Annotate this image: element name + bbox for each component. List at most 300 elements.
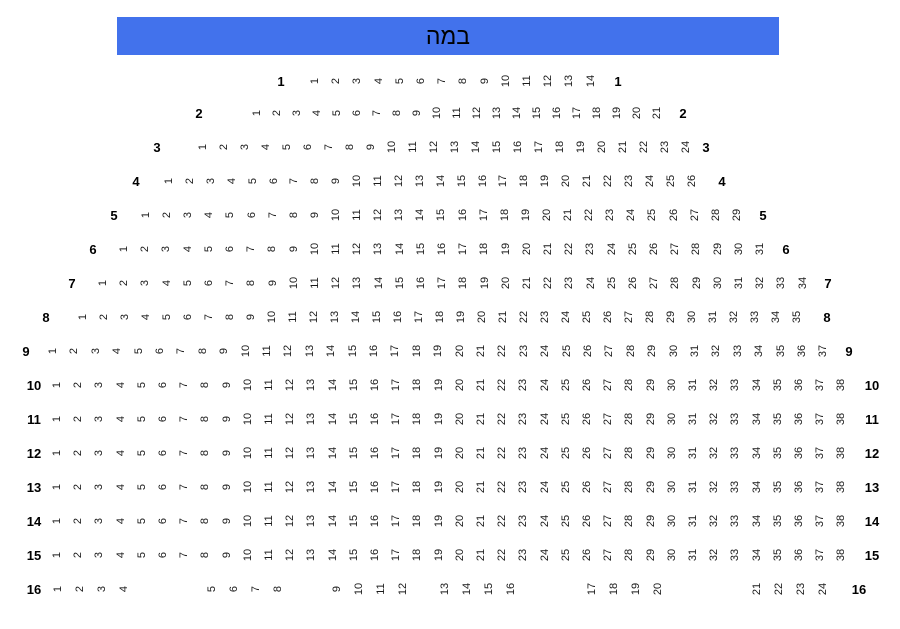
seat-number: 21	[616, 140, 629, 154]
seat-number: 11	[520, 75, 533, 87]
seat-number: 20	[453, 378, 466, 392]
seat-number: 15	[347, 378, 360, 392]
row-label-left: 5	[110, 207, 118, 223]
seat-number: 17	[570, 106, 583, 120]
seat-number: 14	[326, 378, 339, 392]
row-label-left: 10	[26, 377, 42, 393]
seat-number: 23	[517, 344, 530, 358]
seat-number: 22	[495, 548, 508, 562]
seat-number: 3	[92, 449, 105, 457]
seat-number: 2	[71, 517, 84, 525]
seat-number: 8	[223, 313, 236, 321]
seat-number: 30	[665, 412, 678, 426]
seat-number: 29	[711, 242, 724, 256]
seat-number: 12	[329, 276, 342, 290]
seat-number: 9	[329, 177, 342, 185]
seat-number: 4	[225, 177, 238, 185]
seat-number: 14	[469, 140, 482, 154]
seat-number: 19	[432, 548, 445, 562]
seat-number: 6	[156, 483, 169, 491]
seat-number: 14	[324, 344, 337, 358]
seat-number: 1	[46, 347, 59, 355]
seat-number: 15	[347, 548, 360, 562]
seat-number: 13	[304, 378, 317, 392]
seat-number: 2	[71, 415, 84, 423]
seat-number: 6	[156, 381, 169, 389]
seat-number: 8	[271, 585, 284, 593]
seat-number: 6	[414, 77, 427, 85]
seat-number: 12	[283, 548, 296, 562]
seat-number: 26	[685, 174, 697, 188]
seat-number: 25	[645, 208, 658, 222]
seat-number: 19	[519, 208, 532, 222]
seat-number: 13	[304, 480, 317, 494]
seat-number: 19	[574, 140, 587, 154]
seat-number: 19	[610, 106, 623, 120]
seat-number: 33	[728, 480, 741, 494]
seat-number: 12	[427, 140, 440, 154]
seat-number: 17	[585, 582, 598, 596]
seat-number: 19	[432, 378, 445, 392]
seat-number: 12	[470, 106, 483, 120]
seat-number: 23	[516, 446, 529, 460]
seat-number: 20	[520, 242, 533, 256]
seat-number: 28	[622, 412, 635, 426]
seat-number: 2	[138, 245, 151, 253]
seat-number: 32	[707, 480, 720, 494]
seat-number: 19	[499, 242, 512, 256]
seat-number: 23	[516, 480, 529, 494]
seat-number: 16	[368, 446, 381, 460]
seat-number: 22	[541, 276, 554, 290]
seat-number: 1	[51, 585, 64, 593]
seat-number: 5	[246, 177, 259, 185]
seat-number: 18	[410, 514, 423, 528]
seat-number: 26	[647, 242, 660, 256]
seat-number: 1	[50, 381, 63, 389]
seat-number: 24	[643, 174, 656, 188]
seat-number: 24	[538, 480, 551, 494]
seat-number: 17	[389, 378, 402, 392]
seat-number: 31	[706, 310, 719, 324]
seat-number: 1	[50, 551, 63, 559]
seat-number: 18	[410, 446, 423, 460]
seat-number: 27	[602, 344, 615, 358]
seat-number: 10	[241, 514, 254, 528]
seat-number: 29	[644, 378, 657, 392]
seat-number: 8	[287, 211, 300, 219]
seat-number: 21	[474, 480, 487, 494]
seat-number: 1	[139, 211, 152, 219]
seat-number: 1	[50, 415, 63, 423]
seat-number: 13	[392, 208, 405, 222]
seat-number: 29	[644, 480, 657, 494]
seat-number: 20	[651, 582, 664, 596]
seat-number: 6	[153, 347, 166, 355]
seat-number: 20	[630, 106, 643, 120]
seat-number: 14	[326, 548, 339, 562]
seat-number: 29	[644, 548, 657, 562]
seat-number: 7	[370, 109, 383, 117]
seat-number: 37	[813, 480, 826, 494]
seat-number: 37	[813, 378, 826, 392]
seat-number: 11	[406, 141, 419, 153]
seat-number: 19	[432, 514, 445, 528]
seat-number: 3	[92, 483, 105, 491]
seat-number: 33	[748, 310, 761, 324]
seat-number: 28	[622, 514, 635, 528]
seat-number: 12	[281, 344, 294, 358]
seat-number: 25	[580, 310, 593, 324]
seat-number: 35	[771, 514, 784, 528]
seat-number: 9	[308, 211, 321, 219]
seat-number: 11	[329, 243, 342, 255]
seat-number: 1	[76, 313, 89, 321]
seat-number: 21	[496, 310, 509, 324]
seat-number: 8	[308, 177, 321, 185]
seat-number: 2	[160, 211, 173, 219]
seat-number: 6	[267, 177, 279, 185]
seat-number: 11	[262, 413, 275, 425]
seat-number: 21	[474, 446, 487, 460]
seat-number: 20	[453, 480, 466, 494]
seat-number: 2	[67, 347, 80, 355]
seat-number: 16	[367, 344, 380, 358]
seat-number: 15	[455, 174, 468, 188]
seat-number: 21	[474, 548, 487, 562]
seat-number: 4	[372, 77, 385, 85]
seat-number: 2	[71, 483, 84, 491]
seat-number: 10	[287, 276, 300, 290]
seat-number: 25	[605, 276, 618, 290]
seat-number: 31	[686, 412, 699, 426]
seat-number: 37	[816, 344, 829, 358]
seat-number: 26	[667, 208, 679, 222]
seat-number: 27	[668, 242, 681, 256]
seat-number: 16	[391, 310, 404, 324]
seat-number: 13	[304, 412, 317, 426]
seat-number: 6	[156, 551, 169, 559]
seat-number: 4	[202, 211, 215, 219]
seat-number: 22	[495, 480, 508, 494]
seat-number: 6	[245, 211, 257, 219]
seat-number: 23	[516, 378, 529, 392]
seat-number: 38	[834, 548, 847, 562]
seat-number: 18	[410, 412, 423, 426]
seat-number: 27	[647, 276, 660, 290]
seat-number: 9	[220, 551, 233, 559]
seat-number: 9	[220, 449, 233, 457]
seat-number: 6	[202, 279, 215, 287]
seat-number: 21	[650, 106, 663, 120]
seat-number: 14	[413, 208, 426, 222]
seat-number: 24	[538, 378, 551, 392]
seat-number: 24	[559, 310, 572, 324]
seat-number: 22	[582, 208, 595, 222]
row-label-left: 14	[26, 513, 42, 529]
seat-number: 34	[796, 276, 809, 290]
seat-number: 11	[262, 447, 275, 459]
seat-number: 15	[347, 514, 360, 528]
seat-number: 6	[223, 245, 236, 253]
seat-number: 13	[438, 582, 451, 596]
seat-number: 33	[728, 446, 741, 460]
seat-number: 3	[159, 245, 172, 253]
seat-number: 5	[160, 313, 173, 321]
seat-number: 27	[601, 514, 614, 528]
seat-number: 8	[198, 483, 211, 491]
row-label-left: 3	[153, 139, 161, 155]
seat-number: 16	[368, 412, 381, 426]
seat-number: 4	[114, 551, 127, 559]
seat-number: 12	[307, 310, 320, 324]
seat-number: 29	[730, 208, 743, 222]
seat-number: 38	[834, 514, 847, 528]
seat-number: 11	[260, 345, 273, 357]
seat-number: 28	[668, 276, 681, 290]
seat-number: 8	[244, 279, 257, 287]
row-label-right: 9	[845, 343, 853, 359]
seat-number: 21	[520, 276, 533, 290]
seat-number: 21	[750, 582, 763, 596]
seat-number: 20	[453, 344, 466, 358]
row-label-right: 11	[865, 411, 879, 427]
row-label-right: 14	[864, 513, 880, 529]
seat-number: 14	[510, 106, 523, 120]
row-label-right: 2	[679, 105, 687, 121]
seat-number: 23	[622, 174, 635, 188]
seat-number: 36	[792, 378, 805, 392]
seat-number: 6	[350, 109, 363, 117]
seat-number: 25	[559, 412, 572, 426]
row-label-right: 10	[864, 377, 880, 393]
seat-number: 3	[181, 211, 194, 219]
seat-number: 5	[181, 279, 194, 287]
seat-number: 33	[728, 412, 741, 426]
seat-number: 23	[658, 140, 671, 154]
seat-number: 30	[665, 514, 678, 528]
seat-number: 25	[664, 174, 677, 188]
seat-number: 26	[581, 344, 594, 358]
seat-number: 15	[393, 276, 406, 290]
seat-number: 22	[495, 378, 508, 392]
seat-number: 37	[813, 412, 826, 426]
seat-number: 9	[220, 381, 233, 389]
seat-number: 8	[198, 517, 211, 525]
seat-number: 12	[283, 446, 296, 460]
seat-number: 22	[495, 514, 508, 528]
seat-number: 28	[643, 310, 656, 324]
seat-number: 8	[198, 551, 211, 559]
seat-number: 4	[310, 109, 323, 117]
seat-number: 17	[412, 310, 425, 324]
seat-number: 19	[538, 174, 551, 188]
seat-number: 18	[410, 480, 423, 494]
row-label-left: 13	[26, 479, 42, 495]
seat-number: 7	[322, 143, 335, 151]
seat-number: 13	[304, 446, 317, 460]
seat-number: 31	[688, 344, 701, 358]
seat-number: 31	[686, 446, 699, 460]
seat-number: 3	[290, 109, 303, 117]
seat-number: 18	[517, 174, 530, 188]
seat-number: 10	[499, 74, 512, 88]
seat-number: 35	[771, 446, 784, 460]
seat-number: 7	[177, 449, 190, 457]
seat-number: 25	[560, 344, 573, 358]
seat-number: 32	[707, 378, 720, 392]
stage-banner	[117, 17, 779, 55]
row-label-left: 15	[26, 547, 42, 563]
seat-number: 36	[792, 480, 805, 494]
seat-number: 27	[601, 412, 614, 426]
seat-number: 27	[601, 548, 614, 562]
seat-number: 17	[389, 548, 402, 562]
seat-number: 22	[772, 582, 785, 596]
seat-number: 24	[538, 514, 551, 528]
seat-number: 5	[205, 585, 218, 593]
seat-number: 32	[707, 446, 720, 460]
seat-number: 32	[727, 310, 740, 324]
seat-number: 11	[350, 209, 363, 221]
seat-number: 20	[595, 140, 608, 154]
seat-number: 16	[368, 480, 381, 494]
seat-number: 1	[196, 143, 209, 151]
seat-number: 25	[559, 480, 572, 494]
seat-number: 22	[495, 446, 508, 460]
seat-number: 7	[177, 415, 190, 423]
seat-number: 9	[244, 313, 257, 321]
seat-number: 7	[287, 177, 300, 185]
seat-number: 3	[92, 381, 105, 389]
seat-number: 28	[622, 446, 635, 460]
seat-number: 20	[453, 548, 466, 562]
seat-number: 23	[583, 242, 596, 256]
seat-number: 1	[308, 77, 321, 85]
seat-number: 5	[223, 211, 236, 219]
seat-number: 31	[732, 276, 745, 290]
seat-number: 5	[135, 517, 148, 525]
seat-number: 25	[559, 378, 572, 392]
seat-number: 6	[156, 415, 169, 423]
seat-number: 19	[432, 412, 445, 426]
seat-number: 12	[396, 582, 409, 596]
seat-number: 24	[538, 412, 551, 426]
seat-number: 16	[511, 140, 524, 154]
seat-number: 9	[410, 109, 423, 117]
seat-number: 14	[460, 582, 473, 596]
seat-number: 8	[196, 347, 209, 355]
seat-number: 3	[89, 347, 102, 355]
seat-number: 25	[559, 514, 572, 528]
seat-number: 18	[410, 344, 423, 358]
seat-number: 15	[347, 412, 360, 426]
seat-number: 5	[135, 381, 148, 389]
seat-number: 29	[644, 412, 657, 426]
seat-number: 13	[371, 242, 384, 256]
row-label-left: 7	[68, 275, 76, 291]
seat-number: 12	[283, 480, 296, 494]
seat-number: 10	[241, 412, 254, 426]
seat-number: 24	[605, 242, 618, 256]
seat-number: 32	[707, 412, 720, 426]
seat-number: 4	[117, 585, 130, 593]
row-label-right: 16	[851, 581, 867, 597]
seat-number: 13	[303, 344, 316, 358]
seat-number: 1	[50, 483, 63, 491]
seat-number: 11	[374, 583, 387, 595]
seat-number: 6	[227, 585, 240, 593]
seat-number: 22	[495, 344, 508, 358]
seat-number: 12	[283, 514, 296, 528]
seat-number: 21	[541, 242, 554, 256]
seat-number: 7	[177, 517, 190, 525]
seat-number: 7	[177, 483, 190, 491]
seat-number: 28	[709, 208, 722, 222]
seat-number: 26	[626, 276, 639, 290]
seat-number: 25	[559, 446, 572, 460]
seat-number: 9	[287, 245, 300, 253]
seat-number: 18	[477, 242, 490, 256]
seat-number: 9	[478, 77, 491, 85]
seat-number: 17	[532, 140, 545, 154]
seat-number: 10	[352, 582, 365, 596]
seat-number: 22	[517, 310, 530, 324]
seat-number: 31	[686, 514, 699, 528]
seat-number: 19	[478, 276, 491, 290]
seat-number: 28	[622, 480, 635, 494]
seat-number: 4	[114, 415, 127, 423]
seat-number: 35	[771, 412, 784, 426]
seat-number: 13	[562, 74, 575, 88]
seat-number: 12	[283, 378, 296, 392]
seat-number: 17	[435, 276, 448, 290]
seat-number: 33	[728, 378, 741, 392]
row-label-left: 6	[89, 241, 97, 257]
seat-number: 9	[266, 279, 279, 287]
seat-number: 8	[265, 245, 278, 253]
seat-number: 2	[117, 279, 130, 287]
seat-number: 10	[241, 378, 254, 392]
seat-number: 14	[434, 174, 447, 188]
seat-number: 5	[135, 449, 148, 457]
seat-number: 24	[624, 208, 637, 222]
seat-number: 14	[326, 412, 339, 426]
seat-number: 10	[241, 446, 254, 460]
seat-number: 9	[364, 143, 377, 151]
seat-number: 1	[117, 245, 130, 253]
seat-number: 15	[347, 480, 360, 494]
seat-number: 35	[790, 310, 803, 324]
seat-number: 34	[752, 344, 765, 358]
seat-number: 21	[474, 412, 487, 426]
seat-number: 34	[750, 446, 763, 460]
row-label-right: 5	[759, 207, 767, 223]
seat-number: 16	[435, 242, 448, 256]
seat-number: 8	[343, 143, 356, 151]
seat-number: 34	[750, 548, 763, 562]
seat-number: 14	[326, 446, 339, 460]
seat-number: 13	[448, 140, 461, 154]
seat-number: 26	[580, 412, 593, 426]
seat-number: 20	[499, 276, 512, 290]
seat-number: 8	[390, 109, 403, 117]
seat-number: 30	[667, 344, 680, 358]
seat-number: 29	[644, 514, 657, 528]
seat-number: 10	[239, 344, 252, 358]
seat-number: 16	[368, 378, 381, 392]
seat-number: 32	[707, 514, 720, 528]
